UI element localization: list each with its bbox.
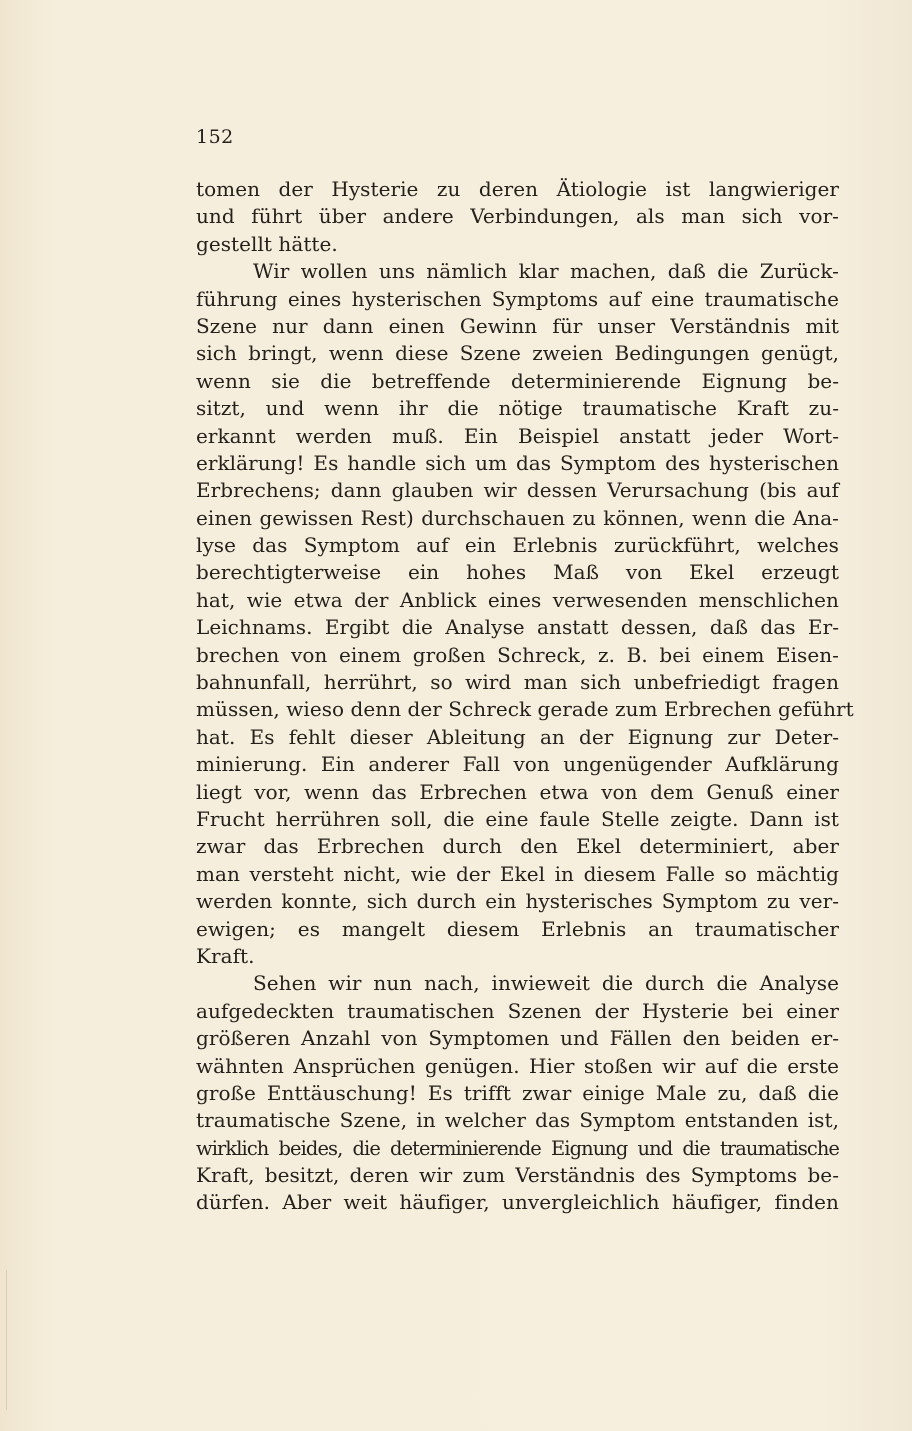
text-line: lyse das Symptom auf ein Erlebnis zurückführt, welches — [196, 533, 839, 558]
text-line: sich bringt, wenn diese Szene zweien Bedingungen genügt, — [196, 341, 839, 366]
text-line: hat, wie etwa der Anblick eines verwesenden menschlichen — [196, 587, 839, 612]
page-number: 152 — [196, 126, 234, 148]
text-line: traumatische Szene, in welcher das Symptom entstanden ist, — [196, 1108, 839, 1133]
text-line: brechen von einem großen Schreck, z. B. bei einem Eisen- — [196, 642, 839, 667]
text-line: müssen, wieso denn der Schreck gerade zum Erbrechen geführt — [196, 697, 854, 722]
text-line: erkannt werden muß. Ein Beispiel anstatt jeder Wort- — [196, 423, 839, 448]
text-line: Wir wollen uns nämlich klar machen, daß die Zurück- — [253, 259, 839, 284]
text-line: dürfen. Aber weit häufiger, unvergleichlich häufiger, finden — [196, 1190, 839, 1215]
text-line: ewigen; es mangelt diesem Erlebnis an traumatischer — [196, 916, 839, 941]
body-text — [196, 176, 854, 1217]
text-line: und führt über andere Verbindungen, als man sich vor- — [196, 204, 839, 229]
text-line: berechtigterweise ein hohes Maß von Ekel erzeugt — [196, 560, 839, 585]
text-line: Leichnams. Ergibt die Analyse anstatt dessen, daß das Er- — [196, 615, 839, 640]
text-line: erklärung! Es handle sich um das Symptom des hysterischen — [196, 450, 839, 475]
text-line: sitzt, und wenn ihr die nötige traumatische Kraft zu- — [196, 396, 839, 421]
text-line: bahnunfall, herrührt, so wird man sich unbefriedigt fragen — [196, 670, 839, 695]
text-line: werden konnte, sich durch ein hysterisches Symptom zu ver- — [196, 889, 839, 914]
text-line: Kraft. — [196, 943, 255, 968]
text-line: liegt vor, wenn das Erbrechen etwa von dem Genuß einer — [196, 779, 839, 804]
text-line: wirklich beides, die determinierende Eignung und die traumatische — [196, 1136, 839, 1160]
scan-edge-mark — [6, 1270, 7, 1410]
text-line: größeren Anzahl von Symptomen und Fällen den beiden er- — [196, 1026, 839, 1051]
text-line: Szene nur dann einen Gewinn für unser Verständnis mit — [196, 313, 839, 338]
text-line: Erbrechens; dann glauben wir dessen Verursachung (bis auf — [196, 478, 839, 503]
text-line: gestellt hätte. — [196, 231, 338, 256]
text-line: große Enttäuschung! Es trifft zwar einige Male zu, daß die — [196, 1080, 839, 1105]
text-line: hat. Es fehlt dieser Ableitung an der Eignung zur Deter- — [196, 724, 839, 749]
text-line: tomen der Hysterie zu deren Ätiologie ist langwieriger — [196, 177, 839, 201]
text-line: einen gewissen Rest) durchschauen zu können, wenn die Ana- — [196, 505, 839, 530]
text-line: minierung. Ein anderer Fall von ungenügender Aufklärung — [196, 752, 839, 777]
text-line: wähnten Ansprüchen genügen. Hier stoßen wir auf die erste — [196, 1053, 839, 1078]
text-line: wenn sie die betreffende determinierende Eignung be- — [196, 368, 839, 393]
text-line: Kraft, besitzt, deren wir zum Verständnis des Symptoms be- — [196, 1163, 839, 1188]
text-line: zwar das Erbrechen durch den Ekel determiniert, aber — [196, 834, 839, 859]
text-line: aufgedeckten traumatischen Szenen der Hysterie bei einer — [196, 998, 839, 1023]
text-line: führung eines hysterischen Symptoms auf eine traumatische — [196, 286, 839, 311]
text-line: Frucht herrühren soll, die eine faule Stelle zeigte. Dann ist — [196, 806, 839, 831]
text-line: man versteht nicht, wie der Ekel in diesem Falle so mächtig — [196, 861, 839, 886]
text-line: Sehen wir nun nach, inwieweit die durch die Analyse — [253, 971, 839, 996]
